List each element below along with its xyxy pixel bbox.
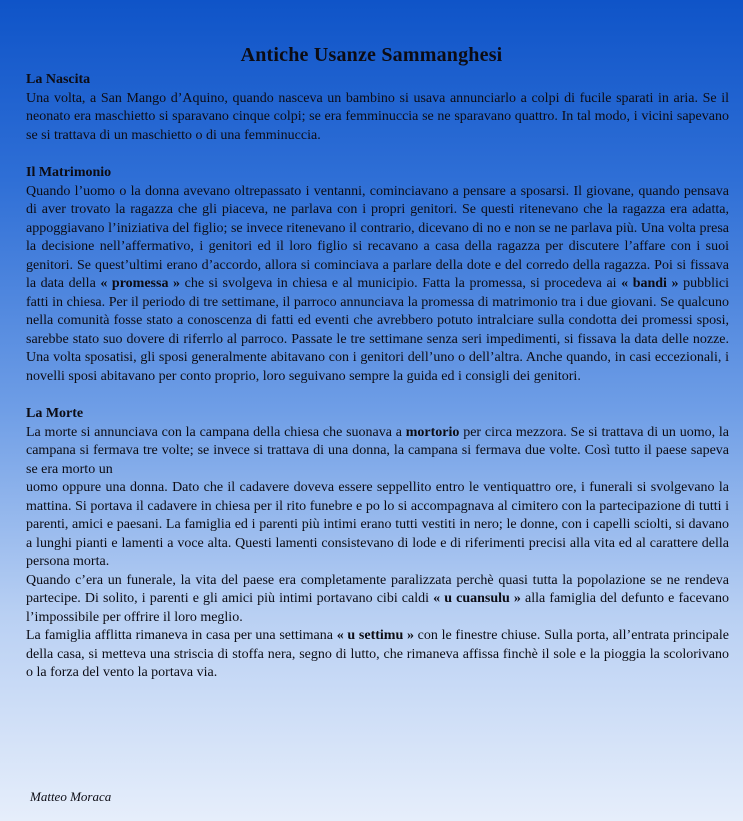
text-run: con le finestre chiuse. Sulla porta, all’entrata principale della casa, si metteva una striscia di stoffa nera, segno di lutto, che rimaneva affissa finchè il sole e la pioggia la scolorivano o la forza del vento la portava via. [26, 628, 729, 680]
text-run: La famiglia afflitta rimaneva in casa per una settimana [26, 628, 337, 643]
bold-term-settimu: « u settimu » [336, 628, 414, 643]
text-run: Quando l’uomo o la donna avevano oltrepassato i ventanni, cominciavano a pensare a sposarsi. Il giovane, quando pensava di aver trovato la ragazza che gli piaceva, ne parlava con i propri genitori. Se questi ritenevano che la ragazza era adatta, appoggiavano l’iniziativa del figlio; se invece ritenevano il contrario, dicevano di no e non se ne parlava più. Una volta presa la decisione nell’affermativo, i genitori ed il loro figlio si recavano a casa della ragazza per discutere l’affare con i suoi genitori. Se quest’ultimi erano d’accordo, allora si cominciava a parlare della dote e del corredo della ragazza. Poi si fissava la data della [26, 183, 729, 291]
bold-term-promessa: « promessa » [100, 276, 181, 291]
paragraph [26, 627, 729, 683]
text-run: pubblici fatti in chiesa. Per il periodo di tre settimane, il parroco annunciava la promessa di matrimonio tra i due giovani. Se qualcuno nella comunità fosse stato a conoscenza di fatti ed eventi che avrebbero potuto intralciare sulla condotta dei promessi sposi, sarebbe stato suo dovere di riferrlo al parroco. Passate le tre settimane senza seri impedimenti, si fissava la data delle nozze. Una volta sposatisi, gli sposi generalmente abitavano con i genitori dell’uno o dell’altra. Anche quando, in casi eccezionali, i novelli sposi abitavano per conto proprio, loro seguivano sempre la guida ed i consigli dei genitori. [26, 276, 729, 384]
paragraph: Una volta, a San Mango d’Aquino, quando nasceva un bambino si usava annunciarlo a colpi di fucile sparati in aria. Se il neonato era maschietto si sparavano cinque colpi; se era femminuccia se ne sparavano quattro. In tal modo, i vicini sapevano se si trattava di un maschietto o di una femminuccia. [26, 90, 729, 143]
article-body [26, 71, 729, 683]
text-run: alla famiglia del defunto e facevano l’impossibile per offrire il loro meglio. [26, 591, 729, 625]
section-heading: La Nascita [26, 72, 91, 87]
section-heading: La Morte [26, 406, 84, 421]
bold-term-mortorio: mortorio [405, 424, 460, 440]
paragraph [26, 183, 729, 387]
section-matrimonio [26, 164, 729, 386]
author-signature: Matteo Moraca [30, 789, 112, 804]
bold-term-bandi: « bandi » [621, 276, 679, 291]
section-morte [26, 405, 729, 683]
paragraph [26, 424, 729, 480]
text-run: Quando c’era un funerale, la vita del paese era completamente paralizzata perchè quasi tutta la popolazione se ne rendeva partecipe. Di solito, i parenti e gli amici più intimi portavano cibi caldi [26, 572, 729, 606]
section-nascita [26, 71, 729, 145]
paragraph: uomo oppure una donna. Dato che il cadavere doveva essere seppellito entro le ventiquattro ore, i funerali si svolgevano la mattina. Si portava il cadavere in chiesa per il rito funebre e po lo si accompagnava al cimitero con la partecipazione di tutti i parenti, amici e paesani. La famiglia ed i parenti più intimi erano tutti vestiti in nero; le donne, con i capelli sciolti, si davano a lunghi pianti e lamenti a voce alta. Questi lamenti consistevano di lode e di riferimenti precisi alla vita ed al carattere della persona morta. [26, 480, 729, 569]
section-heading: Il Matrimonio [26, 165, 112, 180]
bold-term-cuansulu: « u cuansulu » [433, 591, 521, 606]
text-run: che si svolgeva in chiesa e al municipio. Fatta la promessa, si procedeva ai [180, 276, 622, 291]
text-run: La morte si annunciava con la campana della chiesa che suonava a [26, 424, 406, 440]
page-title: Antiche Usanze Sammanghesi [240, 44, 503, 66]
text-run: per circa mezzora. Se si trattava di un uomo, la campana si fermava tre volte; se invece si trattava di una donna, la campana si fermava due volte. Così tutto il paese sapeva se era morto un [26, 424, 729, 477]
paragraph [26, 572, 729, 628]
